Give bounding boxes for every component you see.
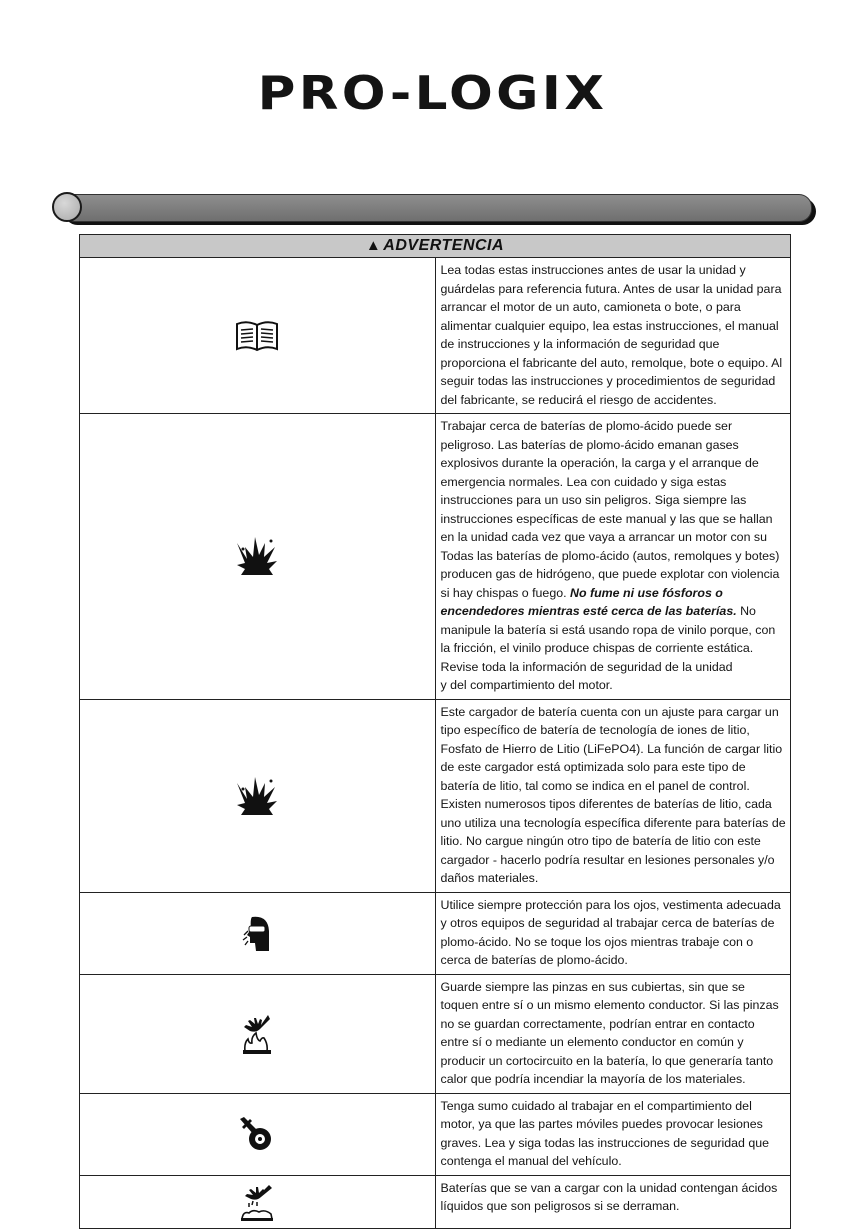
warning-header-text: ADVERTENCIA <box>383 237 505 254</box>
warning-row-clamps <box>80 974 791 1093</box>
warning-text: Este cargador de batería cuenta con un ajuste para cargar un tipo específico de batería de tecnología de iones de litio, Fosfato de Hierro de Litio (LiFePO4). La función de cargar litio de este cargador está optimizada solo para este tipo de batería de litio, tal como se indica en el panel de control. Existen numerosos tipos diferentes de baterías de litio, cada uno utiliza una tecnología específica diferente para baterías de litio. No cargue ningún otro tipo de batería de litio con este cargador - hacerlo podría resultar en lesiones personales y/o daños materiales. <box>435 699 791 892</box>
moving-parts-icon <box>80 1093 436 1175</box>
warning-triangle-icon: ▲ <box>365 237 382 254</box>
warning-row-lithium <box>80 699 791 892</box>
warning-header-row <box>80 235 791 258</box>
text-segment: Todas las baterías de plomo-ácido (autos, remolques y botes) producen gas de hidrógeno, que puede explotar con violencia si hay chispas o fuego. <box>440 548 780 600</box>
section-bar-body <box>62 194 812 222</box>
text-segment: No manipule la batería si está usando ropa de vinilo porque, con la fricción, el vinilo produce chispas de corriente estática. Revise toda la información de seguridad de la unidad <box>440 604 776 674</box>
warning-text-lead-acid <box>435 414 791 700</box>
warning-text: Lea todas estas instrucciones antes de usar la unidad y guárdelas para referencia futura. Antes de usar la unidad para arrancar el motor de un auto, camioneta o bote, o para alimentar cualquier equipo, lea estas instrucciones, el manual de instrucciones y la información de seguridad que proporciona el fabricante del auto, remolque, bote o equipo. Al seguir todas las instrucciones y procedimientos de seguridad del fabricante, se reducirá el riesgo de accidentes. <box>435 258 791 414</box>
fire-hand-icon <box>80 974 436 1093</box>
warning-row-eye-protection <box>80 892 791 974</box>
brand-logo: PRO-LOGIX <box>257 66 608 120</box>
warning-text: Guarde siempre las pinzas en sus cubiertas, sin que se toquen entre sí o un mismo elemento conductor. Si las pinzas no se guardan correctamente, podrían entrar en contacto entre sí o mediante un elemento conductor en común y producir un cortocircuito en la batería, lo que generaría tanto calor que podría incendiar la mayoría de los materiales. <box>435 974 791 1093</box>
section-number-circle <box>52 192 82 222</box>
warning-text: Tenga sumo cuidado al trabajar en el compartimiento del motor, ya que las partes móviles puedes provocar lesiones graves. Lea y siga todas las instrucciones de seguridad que contenga el manual del vehículo. <box>435 1093 791 1175</box>
section-header-bar <box>52 192 814 222</box>
warning-row-acid <box>80 1175 791 1228</box>
warning-row-lead-acid <box>80 414 791 700</box>
corrosive-hand-icon <box>80 1175 436 1228</box>
warning-text: Utilice siempre protección para los ojos, vestimenta adecuada y otros equipos de seguridad al trabajar cerca de baterías de plomo-ácido. No se toque los ojos mientras trabaje con o cerca de baterías de plomo-ácido. <box>435 892 791 974</box>
warning-header <box>80 235 791 258</box>
text-segment: Trabajar cerca de baterías de plomo-ácido puede ser peligroso. Las baterías de plomo-ácido emanan gases explosivos durante la operación, la carga y el arranque de emergencia normales. Lea con cuidado y siga estas instrucciones para un uso sin peligros. Siga siempre las instrucciones específicas de este manual y las que se hallan en la unidad cada vez que vaya a arrancar un motor con su <box>440 419 773 544</box>
warning-row-read-instructions <box>80 258 791 414</box>
eye-protection-icon <box>80 892 436 974</box>
warning-row-moving-parts <box>80 1093 791 1175</box>
emphasis-text: No fume ni use fósforos o encendedores mientras esté cerca de las baterías. <box>440 585 737 618</box>
explosion-icon <box>80 414 436 700</box>
explosion-icon <box>80 699 436 892</box>
manual-book-icon <box>80 258 436 414</box>
warning-text: Baterías que se van a cargar con la unidad contengan ácidos líquidos que son peligrosos si se derraman. <box>435 1175 791 1228</box>
text-segment: y del compartimiento del motor. <box>440 678 613 692</box>
warning-table <box>79 234 791 1229</box>
